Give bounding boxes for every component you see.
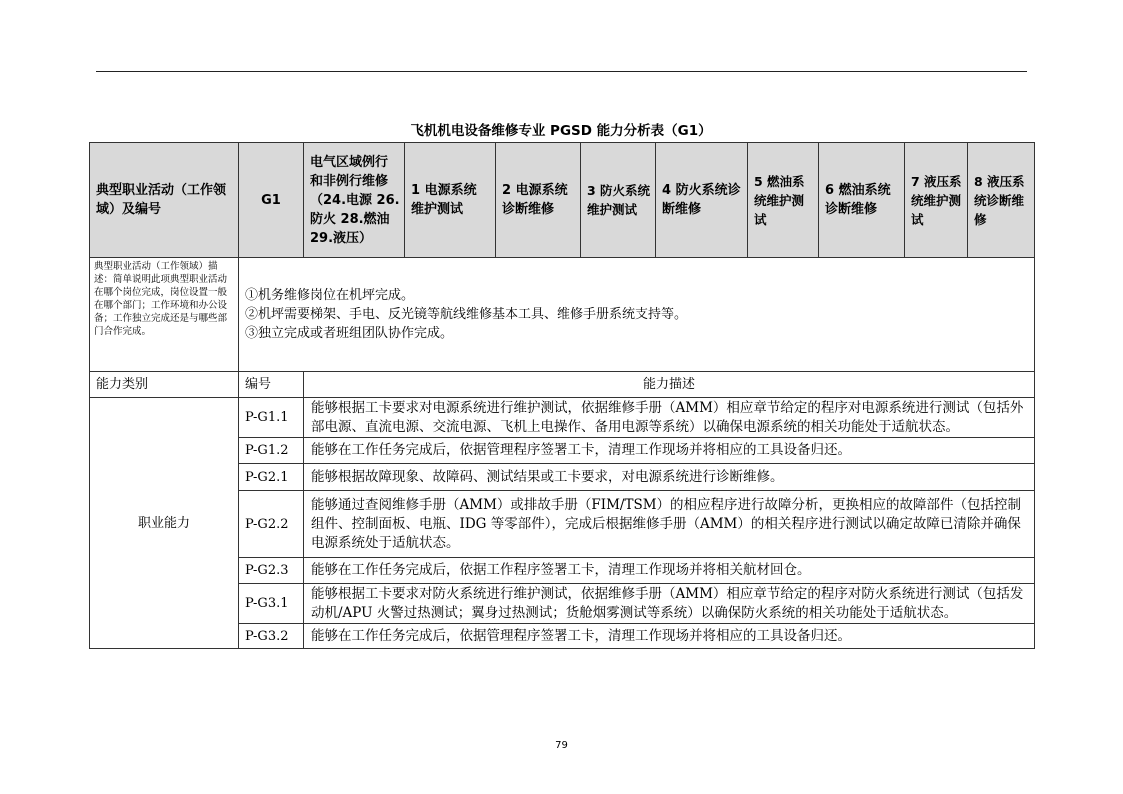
intro-row	[90, 258, 1035, 372]
activity-description	[239, 258, 1035, 372]
header-rule	[96, 71, 1027, 72]
col-category: 能力类别	[90, 372, 239, 398]
header-col-1: 1 电源系统维护测试	[405, 143, 496, 258]
row-code: P-G3.2	[239, 624, 304, 649]
activity-description-prompt: 典型职业活动（工作领域）描述：简单说明此项典型职业活动在哪个岗位完成，岗位设置一般在哪个部门；工作环境和办公设备；工作独立完成还是与哪些部门合作完成。	[90, 258, 239, 372]
col-code: 编号	[239, 372, 304, 398]
header-activity-label: 典型职业活动（工作领域）及编号	[90, 143, 239, 258]
intro-line: ①机务维修岗位在机坪完成。	[245, 288, 415, 303]
header-col-2: 2 电源系统诊断维修	[496, 143, 581, 258]
row-code: P-G1.2	[239, 438, 304, 464]
row-code: P-G3.1	[239, 584, 304, 624]
header-col-5: 5 燃油系统维护测试	[748, 143, 819, 258]
row-code: P-G2.1	[239, 464, 304, 491]
header-col-8: 8 液压系统诊断维修	[968, 143, 1035, 258]
header-code: G1	[239, 143, 304, 258]
row-code: P-G2.2	[239, 491, 304, 558]
header-col-3: 3 防火系统维护测试	[581, 143, 656, 258]
row-description: 能够根据工卡要求对防火系统进行维护测试，依据维修手册（AMM）相应章节给定的程序对防火系统进行测试（包括发动机/APU 火警过热测试；翼身过热测试；货舱烟雾测试等系统）以确保防火系统的相关功能处于适航状态。	[304, 584, 1035, 624]
page-number: 79	[555, 740, 568, 751]
row-description: 能够在工作任务完成后，依据工作程序签署工卡，清理工作现场并将相关航材回仓。	[304, 558, 1035, 584]
row-code: P-G1.1	[239, 398, 304, 438]
header-col-6: 6 燃油系统诊断维修	[819, 143, 905, 258]
header-row	[90, 143, 1035, 258]
table-row	[90, 398, 1035, 438]
capability-analysis-table	[89, 142, 1035, 649]
row-description: 能够根据工卡要求对电源系统进行维护测试，依据维修手册（AMM）相应章节给定的程序对电源系统进行测试（包括外部电源、直流电源、交流电源、飞机上电操作、备用电源等系统）以确保电源系统的相关功能处于适航状态。	[304, 398, 1035, 438]
intro-line: ③独立完成或者班组团队协作完成。	[245, 326, 454, 341]
header-col-4: 4 防火系统诊断维修	[656, 143, 748, 258]
header-col-7: 7 液压系统维护测试	[905, 143, 968, 258]
row-description: 能够通过查阅维修手册（AMM）或排故手册（FIM/TSM）的相应程序进行故障分析，更换相应的故障部件（包括控制组件、控制面板、电瓶、IDG 等零部件），完成后根据维修手册（AMM）的相关程序进行测试以确定故障已清除并确保电源系统处于适航状态。	[304, 491, 1035, 558]
row-description: 能够在工作任务完成后，依据管理程序签署工卡，清理工作现场并将相应的工具设备归还。	[304, 438, 1035, 464]
group-label: 职业能力	[90, 398, 239, 649]
table-title: 飞机机电设备维修专业 PGSD 能力分析表（G1）	[410, 123, 712, 139]
header-area-maintenance: 电气区域例行和非例行维修（24.电源 26.防火 28.燃油 29.液压）	[304, 143, 405, 258]
row-code: P-G2.3	[239, 558, 304, 584]
row-description: 能够在工作任务完成后，依据管理程序签署工卡，清理工作现场并将相应的工具设备归还。	[304, 624, 1035, 649]
intro-line: ②机坪需要梯架、手电、反光镜等航线维修基本工具、维修手册系统支持等。	[245, 307, 688, 322]
row-description: 能够根据故障现象、故障码、测试结果或工卡要求，对电源系统进行诊断维修。	[304, 464, 1035, 491]
column-header-row	[90, 372, 1035, 398]
col-description: 能力描述	[304, 372, 1035, 398]
